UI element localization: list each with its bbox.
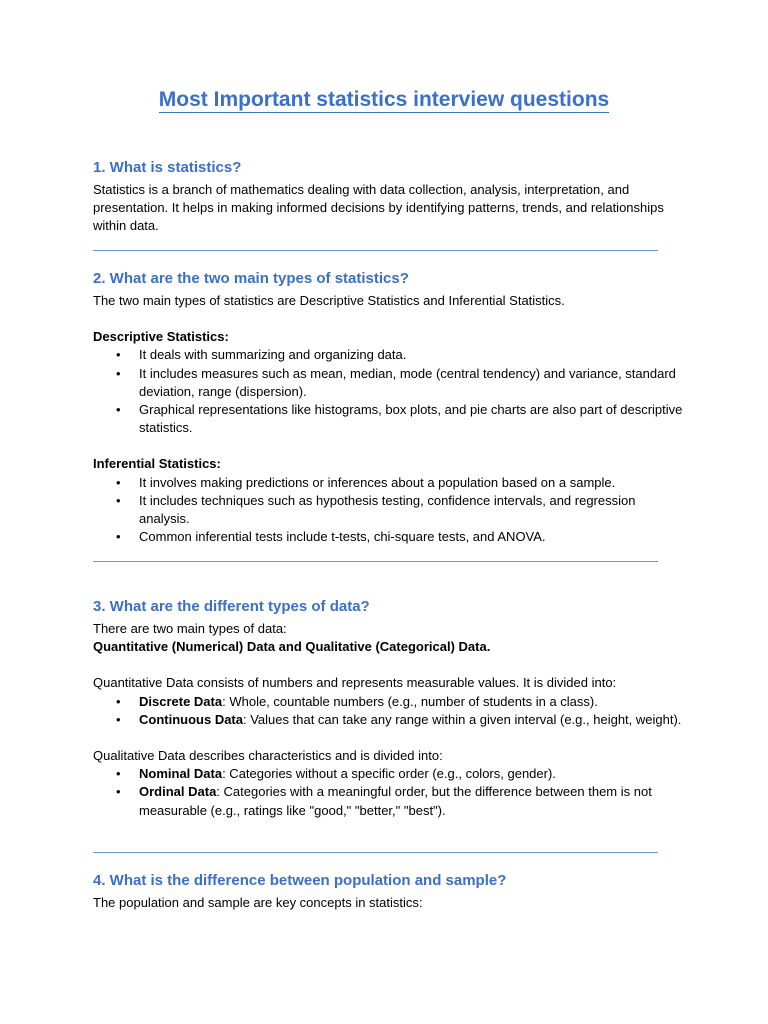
question-4 [93,871,683,912]
section-divider [93,561,658,562]
document-title: Most Important statistics interview questions [158,88,610,111]
section-divider [93,250,658,251]
list-item [139,693,683,711]
list-item [139,783,683,819]
term-description: : Categories without a specific order (e.g., colors, gender). [222,766,556,782]
question-4-heading: 4. What is the difference between population and sample? [93,872,507,889]
list-item: • Graphical representations like histograms, box plots, and pie charts are also part of descriptive statistics. [139,401,683,437]
quantitative-list [93,693,683,729]
question-3-intro: There are two main types of data: [93,621,287,636]
term: Nominal Data [139,766,223,782]
question-3-heading: 3. What are the different types of data? [93,598,370,615]
question-1 [93,158,683,236]
question-4-intro: The population and sample are key concepts in statistics: [93,895,423,910]
quantitative-intro: Quantitative Data consists of numbers and represents measurable values. It is divided into: [93,675,617,691]
term: Ordinal Data [139,784,217,800]
list-item: • It includes measures such as mean, median, mode (central tendency) and variance, standard deviation, range (dispersion). [139,365,683,401]
term-description: : Categories with a meaningful order, but the difference between them is not measurable (e.g., ratings like "good," "better," "best"). [139,784,652,818]
list-item: • It includes techniques such as hypothesis testing, confidence intervals, and regression analysis. [139,492,683,528]
list-item: • Common inferential tests include t-tests, chi-square tests, and ANOVA. [139,528,683,546]
question-2-heading: 2. What are the two main types of statistics? [93,270,409,287]
term-description: : Values that can take any range within a given interval (e.g., height, weight). [243,711,682,727]
list-item [139,765,683,783]
question-2 [93,269,683,546]
descriptive-label: Descriptive Statistics: [93,329,229,345]
question-3-intro-bold: Quantitative (Numerical) Data and Qualitative (Categorical) Data. [93,639,491,655]
term-description: : Whole, countable numbers (e.g., number of students in a class). [222,693,598,709]
qualitative-intro: Qualitative Data describes characteristics and is divided into: [93,748,443,764]
term: Continuous Data [139,711,243,727]
question-1-heading: 1. What is statistics? [93,159,242,176]
inferential-list [93,474,683,547]
section-divider [93,852,658,853]
list-item: • It involves making predictions or inferences about a population based on a sample. [139,474,683,492]
question-2-intro: The two main types of statistics are Descriptive Statistics and Inferential Statistics. [93,293,565,308]
list-item: • It deals with summarizing and organizing data. [139,346,683,364]
qualitative-list [93,765,683,820]
question-1-answer: Statistics is a branch of mathematics dealing with data collection, analysis, interpretation, and presentation. It helps in making informed decisions by identifying patterns, trends, and relationships within data. [93,182,664,234]
descriptive-list [93,346,683,437]
list-item [139,711,683,729]
term: Discrete Data [139,693,223,709]
inferential-label: Inferential Statistics: [93,456,221,472]
question-3 [93,597,683,820]
